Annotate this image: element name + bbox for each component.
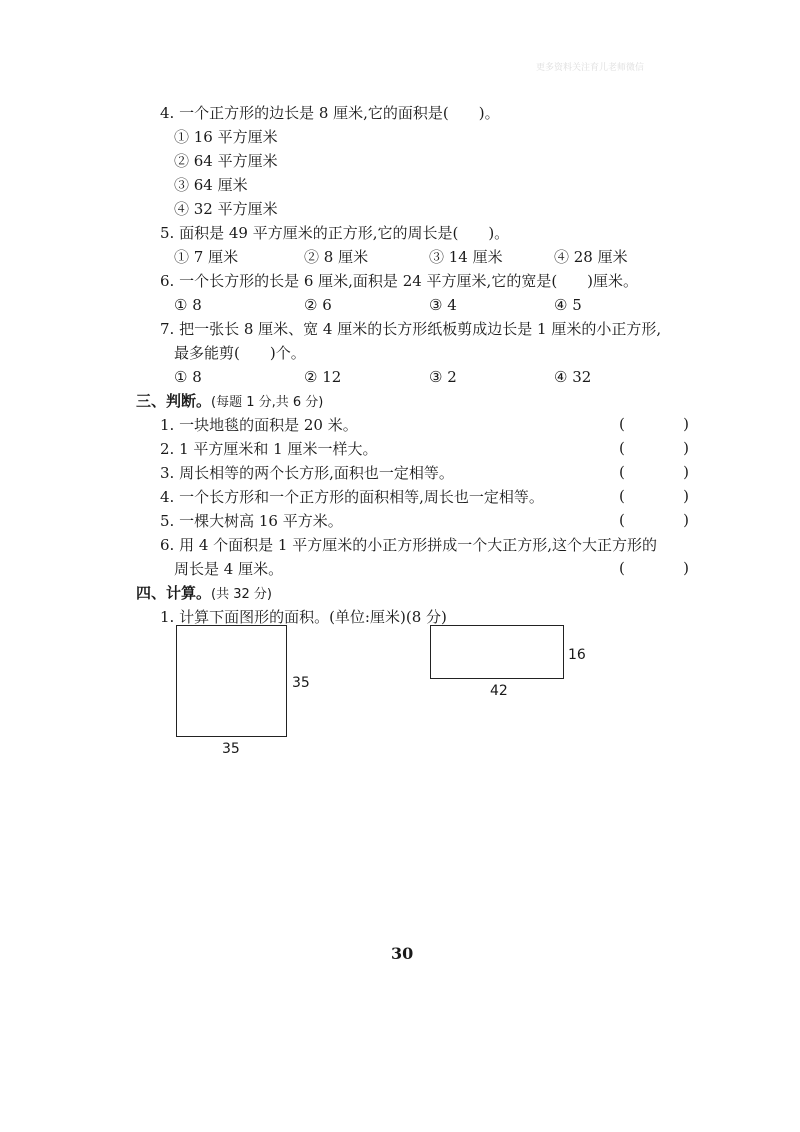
judge-answer-1[interactable] [619, 415, 689, 433]
judge-item-6-line2: 周长是 4 厘米。 [174, 560, 284, 578]
square-figure [176, 625, 287, 737]
question-6-option-3: ③ 4 [429, 296, 457, 314]
paren-open: ( [619, 511, 625, 529]
judge-answer-6[interactable] [619, 559, 689, 577]
section-4-title: 四、计算。 [136, 584, 212, 602]
section-4-note: (共 32 分) [211, 587, 272, 602]
section-3-heading [136, 391, 323, 413]
question-7-stem-line2: 最多能剪( )个。 [174, 344, 306, 362]
question-5-option-4: ④ 28 厘米 [554, 248, 628, 266]
question-4-option-3: ③ 64 厘米 [174, 176, 248, 194]
paren-close: ) [683, 439, 689, 457]
question-7-option-1: ① 8 [174, 368, 202, 386]
judge-item-2: 2. 1 平方厘米和 1 厘米一样大。 [160, 440, 378, 458]
question-6-option-4: ④ 5 [554, 296, 582, 314]
rectangle-width-label: 42 [490, 683, 508, 699]
question-6-option-1: ① 8 [174, 296, 202, 314]
paren-open: ( [619, 559, 625, 577]
section-3-title: 三、判断。 [136, 392, 212, 410]
judge-item-6: 6. 用 4 个面积是 1 平方厘米的小正方形拼成一个大正方形,这个大正方形的 [160, 536, 658, 554]
question-7-stem: 7. 把一张长 8 厘米、宽 4 厘米的长方形纸板剪成边长是 1 厘米的小正方形, [160, 320, 662, 338]
section-3-note: (每题 1 分,共 6 分) [211, 395, 324, 410]
rectangle-figure [430, 625, 564, 679]
question-7-option-3: ③ 2 [429, 368, 457, 386]
square-side-label: 35 [292, 675, 310, 691]
square-bottom-label: 35 [222, 741, 240, 757]
paren-close: ) [683, 511, 689, 529]
question-5-option-2: ② 8 厘米 [304, 248, 369, 266]
judge-answer-5[interactable] [619, 511, 689, 529]
paren-close: ) [683, 487, 689, 505]
rectangle-height-label: 16 [568, 647, 586, 663]
judge-item-5: 5. 一棵大树高 16 平方米。 [160, 512, 343, 530]
paren-open: ( [619, 415, 625, 433]
paren-open: ( [619, 487, 625, 505]
question-4-option-1: ① 16 平方厘米 [174, 128, 278, 146]
paren-open: ( [619, 439, 625, 457]
section-4-heading [136, 583, 272, 605]
watermark: 更多资料关注育儿老师微信 [536, 63, 645, 73]
paren-close: ) [683, 415, 689, 433]
paren-close: ) [683, 559, 689, 577]
question-4-option-4: ④ 32 平方厘米 [174, 200, 278, 218]
page-number: 30 [391, 944, 414, 963]
judge-item-1: 1. 一块地毯的面积是 20 米。 [160, 416, 358, 434]
judge-item-3: 3. 周长相等的两个长方形,面积也一定相等。 [160, 464, 454, 482]
question-5-option-1: ① 7 厘米 [174, 248, 239, 266]
question-5-option-3: ③ 14 厘米 [429, 248, 503, 266]
question-4-option-2: ② 64 平方厘米 [174, 152, 278, 170]
paren-open: ( [619, 463, 625, 481]
question-5-stem: 5. 面积是 49 平方厘米的正方形,它的周长是( )。 [160, 224, 510, 242]
question-6-stem: 6. 一个长方形的长是 6 厘米,面积是 24 平方厘米,它的宽是( )厘米。 [160, 272, 639, 290]
question-7-option-4: ④ 32 [554, 368, 592, 386]
question-4-stem: 4. 一个正方形的边长是 8 厘米,它的面积是( )。 [160, 104, 500, 122]
judge-item-4: 4. 一个长方形和一个正方形的面积相等,周长也一定相等。 [160, 488, 544, 506]
judge-answer-4[interactable] [619, 487, 689, 505]
judge-answer-3[interactable] [619, 463, 689, 481]
question-7-option-2: ② 12 [304, 368, 342, 386]
paren-close: ) [683, 463, 689, 481]
question-6-option-2: ② 6 [304, 296, 332, 314]
judge-answer-2[interactable] [619, 439, 689, 457]
calc-question-1: 1. 计算下面图形的面积。(单位:厘米)(8 分) [160, 608, 447, 626]
